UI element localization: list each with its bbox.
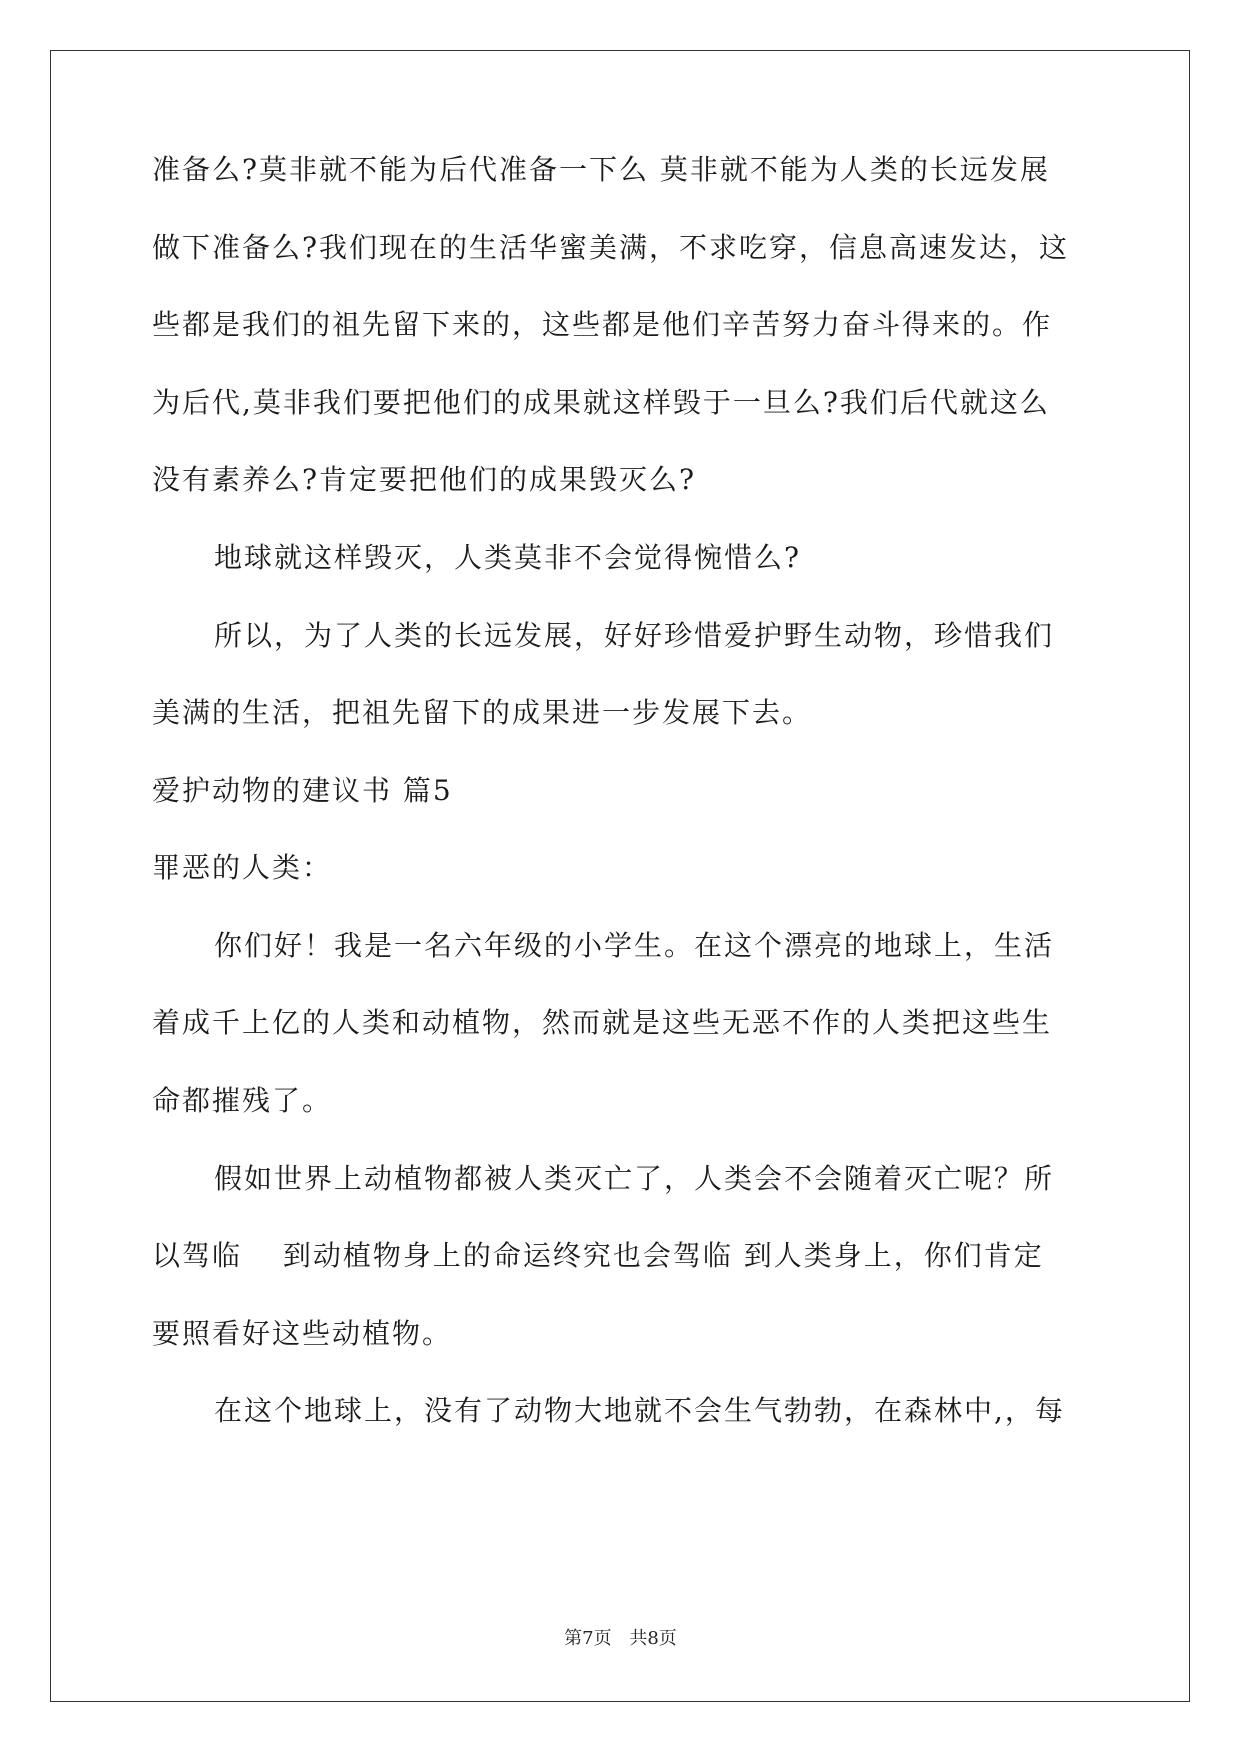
paragraph-line: 些都是我们的祖先留下来的，这些都是他们辛苦努力奋斗得来的。作 (152, 308, 1053, 341)
section-heading: 爱护动物的建议书 篇5 (152, 774, 453, 807)
salutation: 罪恶的人类： (152, 851, 333, 884)
paragraph-line: 以驾临 到动植物身上的命运终究也会驾临 到人类身上，你们肯定 (152, 1239, 1044, 1272)
paragraph-line: 美满的生活，把祖先留下的成果进一步发展下去。 (152, 696, 813, 729)
paragraph-line: 为后代,莫非我们要把他们的成果就这样毁于一旦么?我们后代就这么 (152, 386, 1050, 419)
paragraph-line: 命都摧残了。 (152, 1084, 333, 1117)
paragraph-line: 你们好！我是一名六年级的小学生。在这个漂亮的地球上，生活 (214, 929, 1055, 962)
paragraph-line: 没有素养么?肯定要把他们的成果毁灭么? (152, 463, 697, 496)
paragraph-line: 做下准备么?我们现在的生活华蜜美满，不求吃穿，信息高速发达，这 (152, 231, 1070, 264)
paragraph-line: 所以，为了人类的长远发展，好好珍惜爱护野生动物，珍惜我们 (214, 619, 1055, 652)
page-footer (0, 1624, 1241, 1650)
paragraph-line: 准备么?莫非就不能为后代准备一下么 莫非就不能为人类的长远发展 (152, 153, 1050, 186)
page-number: 第7页 (564, 1628, 612, 1649)
paragraph-line: 地球就这样毁灭，人类莫非不会觉得惋惜么? (214, 541, 802, 574)
paragraph-line: 假如世界上动植物都被人类灭亡了，人类会不会随着灭亡呢？所 (214, 1162, 1055, 1195)
paragraph-line: 着成千上亿的人类和动植物，然而就是这些无恶不作的人类把这些生 (152, 1006, 1053, 1039)
paragraph-line: 要照看好这些动植物。 (152, 1317, 453, 1350)
page-total: 共8页 (629, 1628, 677, 1649)
paragraph-line: 在这个地球上，没有了动物大地就不会生气勃勃，在森林中,，每 (214, 1394, 1065, 1427)
